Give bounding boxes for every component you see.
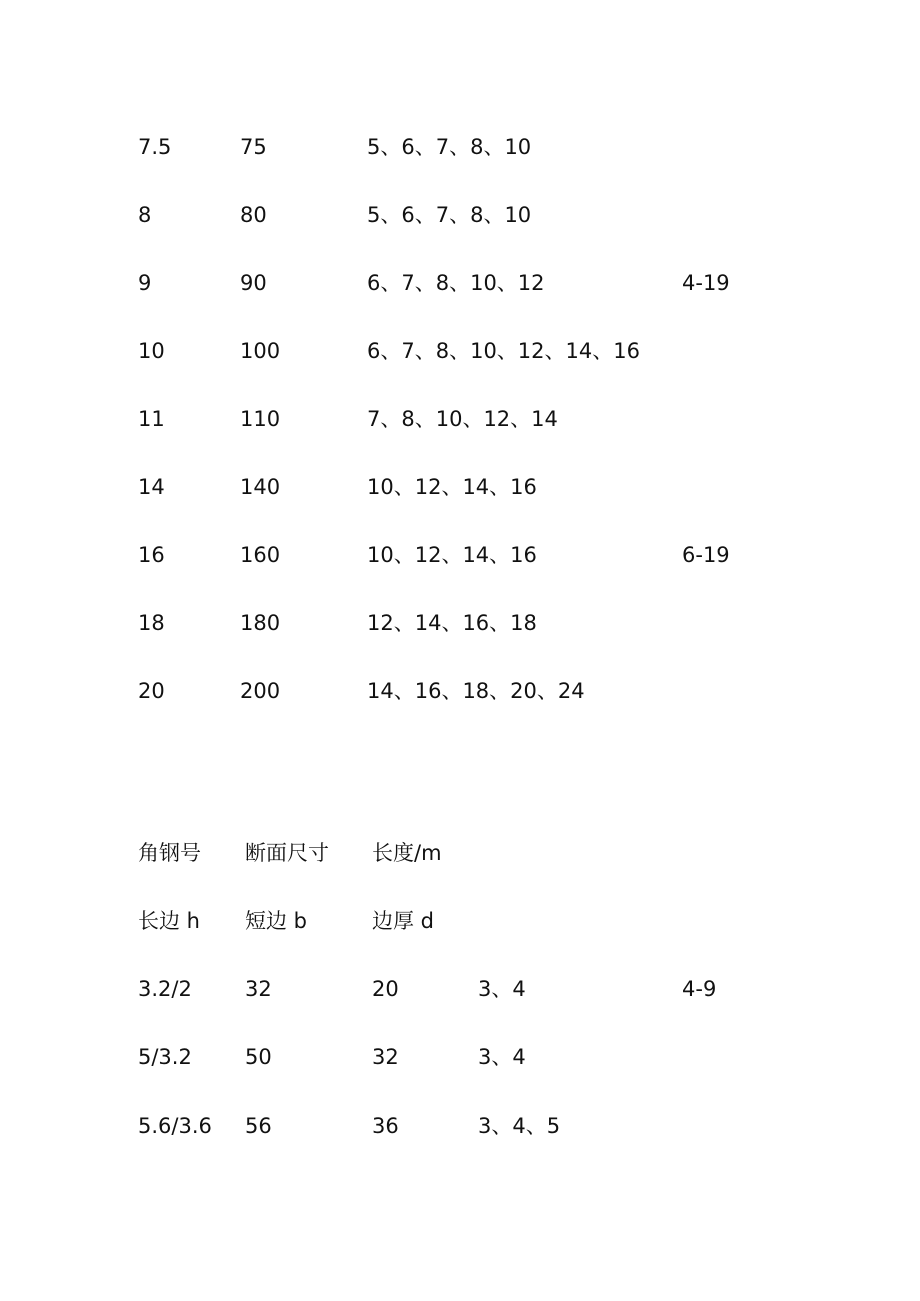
table-row	[0, 540, 920, 570]
angle-number: 14	[138, 475, 165, 499]
leg-width: 140	[240, 475, 281, 499]
leg-thickness: 5、6、7、8、10	[367, 135, 532, 159]
angle-number: 20	[138, 679, 165, 703]
angle-number: 11	[138, 407, 165, 431]
angle-number: 5/3.2	[138, 1045, 192, 1069]
table-row	[0, 336, 920, 366]
angle-number: 16	[138, 543, 165, 567]
angle-number: 3.2/2	[138, 977, 192, 1001]
leg-thickness: 3、4	[478, 977, 526, 1001]
angle-number: 5.6/3.6	[138, 1114, 212, 1138]
table-row	[0, 608, 920, 638]
table-row	[0, 472, 920, 502]
header-short-leg: 短边 b	[245, 909, 308, 933]
header-length: 长度/m	[372, 841, 442, 865]
table-row	[0, 200, 920, 230]
length-range: 4-19	[682, 271, 730, 295]
leg-thickness: 5、6、7、8、10	[367, 203, 532, 227]
leg-width: 75	[240, 135, 267, 159]
leg-thickness: 6、7、8、10、12、14、16	[367, 339, 640, 363]
long-leg: 32	[245, 977, 272, 1001]
leg-width: 90	[240, 271, 267, 295]
leg-width: 110	[240, 407, 281, 431]
angle-number: 7.5	[138, 135, 172, 159]
long-leg: 50	[245, 1045, 272, 1069]
leg-thickness: 10、12、14、16	[367, 543, 537, 567]
leg-width: 200	[240, 679, 281, 703]
angle-number: 8	[138, 203, 152, 227]
leg-width: 100	[240, 339, 281, 363]
leg-thickness: 3、4	[478, 1045, 526, 1069]
header-angle-number: 角钢号	[138, 841, 201, 865]
leg-thickness: 14、16、18、20、24	[367, 679, 585, 703]
angle-number: 9	[138, 271, 152, 295]
table-row	[0, 132, 920, 162]
leg-width: 180	[240, 611, 281, 635]
header-long-leg: 长边 h	[138, 909, 200, 933]
table-row	[0, 268, 920, 298]
angle-number: 18	[138, 611, 165, 635]
short-leg: 32	[372, 1045, 399, 1069]
leg-thickness: 12、14、16、18	[367, 611, 537, 635]
leg-thickness: 7、8、10、12、14	[367, 407, 558, 431]
leg-width: 80	[240, 203, 267, 227]
leg-thickness: 6、7、8、10、12	[367, 271, 545, 295]
table-row	[0, 1111, 920, 1141]
leg-thickness: 3、4、5	[478, 1114, 561, 1138]
leg-width: 160	[240, 543, 281, 567]
table-row	[0, 404, 920, 434]
leg-thickness: 10、12、14、16	[367, 475, 537, 499]
long-leg: 56	[245, 1114, 272, 1138]
table-row	[0, 676, 920, 706]
table-row	[0, 974, 920, 1004]
short-leg: 20	[372, 977, 399, 1001]
header-thickness: 边厚 d	[372, 909, 435, 933]
angle-number: 10	[138, 339, 165, 363]
header-section-size: 断面尺寸	[245, 841, 329, 865]
table-header-row	[0, 838, 920, 868]
length-range: 6-19	[682, 543, 730, 567]
table-row	[0, 1042, 920, 1072]
table-subheader-row	[0, 906, 920, 936]
short-leg: 36	[372, 1114, 399, 1138]
length-range: 4-9	[682, 977, 717, 1001]
